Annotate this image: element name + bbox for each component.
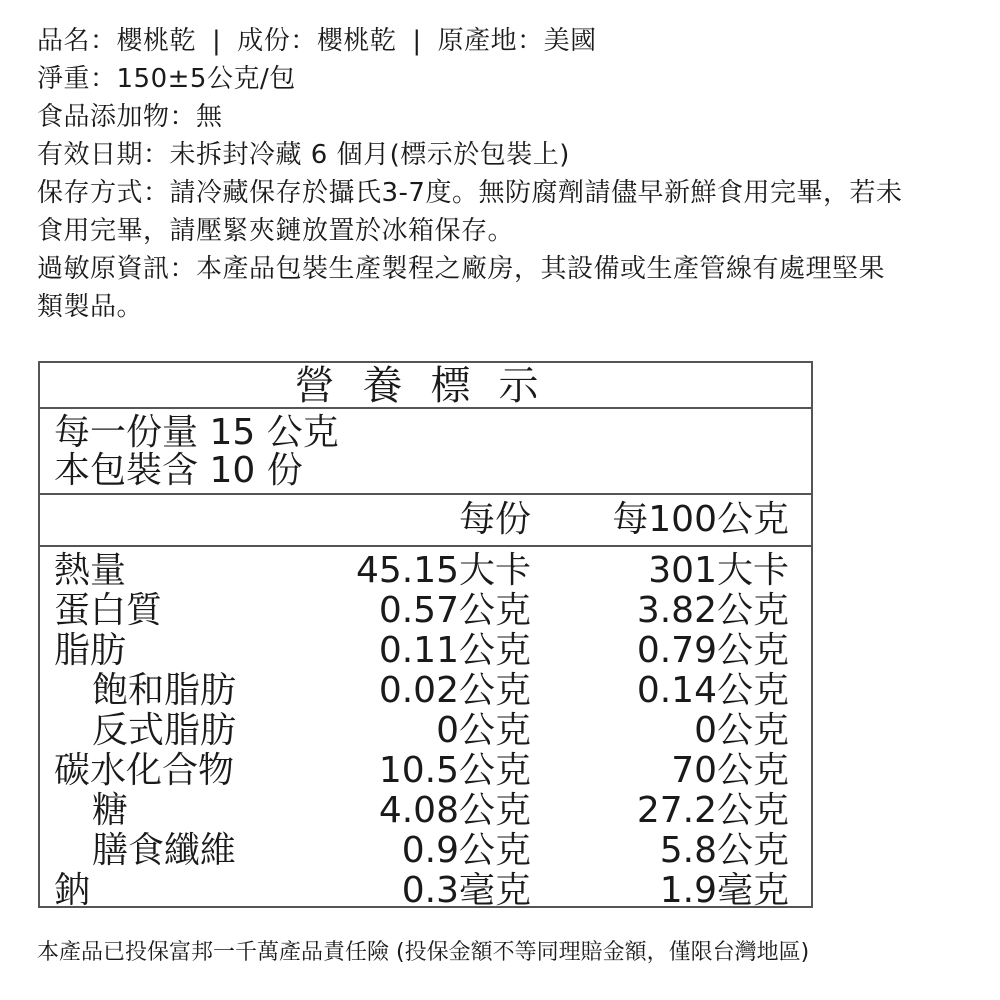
nutrient-row — [40, 631, 811, 671]
nutrient-per-100g: 70公克 — [671, 750, 789, 791]
storage-line-1: 保存方式：請冷藏保存於攝氏3-7度。無防腐劑請儘早新鮮食用完畢，若未 — [37, 178, 903, 208]
origin-value: 美國 — [543, 26, 597, 56]
nutrient-per-serving: 0.11公克 — [378, 630, 531, 671]
info-line-product — [37, 22, 967, 60]
nutrient-per-serving: 0.02公克 — [378, 670, 531, 711]
product-info — [37, 22, 967, 326]
nutrient-name: 碳水化合物 — [54, 750, 235, 791]
nutrient-per-serving: 0公克 — [436, 710, 531, 751]
allergen-line-2: 類製品。 — [37, 292, 144, 322]
serving-size: 每一份量 15 公克 — [54, 412, 339, 453]
nutrient-per-serving: 45.15大卡 — [355, 550, 531, 591]
nutrient-per-100g: 3.82公克 — [636, 590, 789, 631]
nutrient-per-100g: 1.9毫克 — [659, 870, 789, 911]
servings-per-pack: 本包裝含 10 份 — [54, 450, 303, 491]
allergen-line-1: 過敏原資訊：本產品包裝生產製程之廠房，其設備或生產管線有處理堅果 — [37, 254, 886, 284]
nutrient-row — [40, 871, 811, 911]
product-name-value: 櫻桃乾 — [116, 26, 197, 56]
serving-info-row — [40, 409, 811, 495]
nutrient-name: 蛋白質 — [54, 590, 163, 631]
nutrient-per-serving: 0.57公克 — [378, 590, 531, 631]
ingredient-value: 櫻桃乾 — [316, 26, 397, 56]
nutrient-per-100g: 301大卡 — [648, 550, 789, 591]
separator: | — [212, 26, 222, 56]
nutrient-per-100g: 5.8公克 — [659, 830, 789, 871]
nutrient-name: 膳食纖維 — [92, 830, 237, 871]
nutrient-row — [40, 671, 811, 711]
nutrient-name: 脂肪 — [54, 630, 127, 671]
nutrient-row — [40, 591, 811, 631]
nutrient-per-serving: 4.08公克 — [378, 790, 531, 831]
nutrition-facts-panel — [38, 361, 813, 911]
origin-label: 原產地： — [437, 26, 544, 56]
nutrient-row — [40, 831, 811, 871]
nutrition-title: 營養標示 — [294, 363, 567, 409]
net-weight: 淨重：150±5公克/包 — [37, 64, 296, 94]
nutrient-name: 反式脂肪 — [92, 710, 237, 751]
additives: 食品添加物：無 — [37, 102, 223, 132]
nutrient-rows — [40, 551, 811, 911]
product-name-label: 品名： — [37, 26, 117, 56]
nutrient-name: 鈉 — [54, 870, 91, 911]
column-header-per-100g: 每100公克 — [612, 499, 789, 540]
nutrient-per-serving: 0.3毫克 — [401, 870, 531, 911]
nutrient-row — [40, 551, 811, 591]
nutrient-per-100g: 0.14公克 — [636, 670, 789, 711]
nutrient-per-100g: 27.2公克 — [636, 790, 789, 831]
separator: | — [412, 26, 422, 56]
nutrient-per-serving: 10.5公克 — [378, 750, 531, 791]
nutrient-name: 糖 — [92, 790, 129, 831]
nutrient-per-100g: 0.79公克 — [636, 630, 789, 671]
expiry-date: 有效日期：未拆封冷藏 6 個月(標示於包裝上) — [37, 140, 570, 170]
ingredient-label: 成份： — [237, 26, 317, 56]
nutrient-per-serving: 0.9公克 — [401, 830, 531, 871]
nutrient-row — [40, 751, 811, 791]
insurance-note: 本產品已投保富邦一千萬產品責任險 (投保金額不等同理賠金額，僅限台灣地區) — [37, 940, 810, 965]
nutrient-name: 熱量 — [54, 550, 127, 591]
column-header-per-serving: 每份 — [458, 499, 531, 540]
nutrient-per-100g: 0公克 — [694, 710, 789, 751]
nutrition-title-row — [40, 363, 811, 409]
nutrient-row — [40, 791, 811, 831]
storage-line-2: 食用完畢，請壓緊夾鏈放置於冰箱保存。 — [37, 216, 515, 246]
nutrient-row — [40, 711, 811, 751]
column-header-row — [40, 495, 811, 547]
nutrient-name: 飽和脂肪 — [92, 670, 237, 711]
